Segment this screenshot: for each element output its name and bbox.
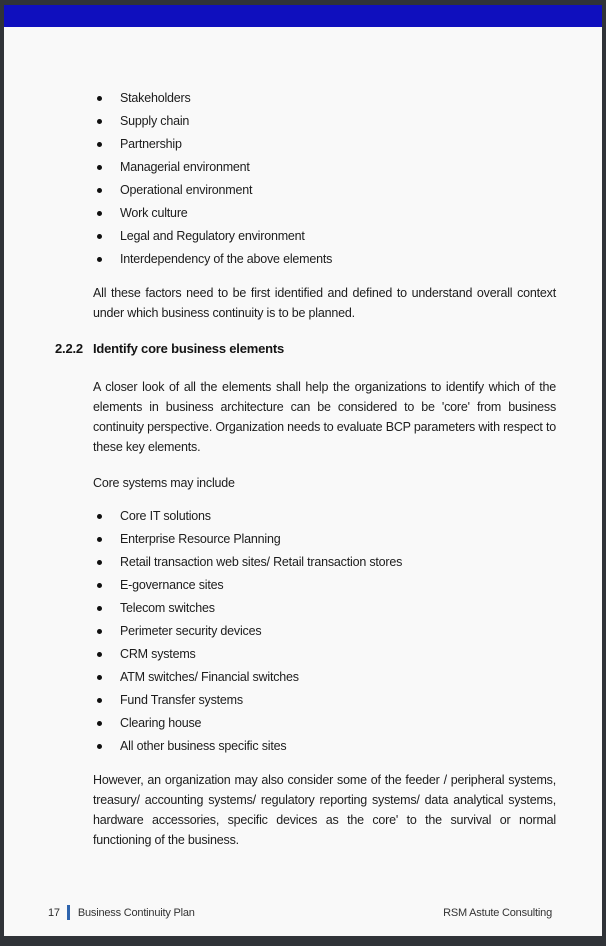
bullet-icon [97, 119, 102, 124]
bullet-icon [97, 514, 102, 519]
page-number: 17 [48, 906, 60, 919]
list-item-label: Managerial environment [120, 160, 250, 174]
list-item-label: Core IT solutions [120, 509, 211, 523]
paragraph-peripheral-systems: However, an organization may also consider some of the feeder / peripheral systems, treasury/ accounting systems/ regulatory reporting systems/ data analytical systems, hardware accessories, specific devices as the core' to the survival or normal functioning of the business. [93, 773, 556, 847]
page-content [4, 87, 602, 850]
bullet-icon [97, 165, 102, 170]
list-item [93, 87, 556, 110]
page-footer [4, 905, 602, 920]
list-item [93, 597, 556, 620]
list-item [93, 156, 556, 179]
list-item-label: Work culture [120, 206, 188, 220]
paragraph-context-summary: All these factors need to be first identified and defined to understand overall context under which business continuity is to be planned. [93, 286, 556, 320]
page-header-bar [4, 5, 602, 27]
list-item-label: Clearing house [120, 716, 202, 730]
bullet-icon [97, 675, 102, 680]
list-item [93, 620, 556, 643]
bullet-icon [97, 257, 102, 262]
bullet-icon [97, 211, 102, 216]
list-item-label: All other business specific sites [120, 739, 287, 753]
list-item-label: ATM switches/ Financial switches [120, 670, 299, 684]
list-item-label: Enterprise Resource Planning [120, 532, 281, 546]
list-item [93, 179, 556, 202]
list-item-label: Interdependency of the above elements [120, 252, 333, 266]
bullet-icon [97, 96, 102, 101]
list-item-label: Supply chain [120, 114, 190, 128]
bullet-icon [97, 560, 102, 565]
list-item [93, 689, 556, 712]
footer-separator-bar [67, 905, 70, 920]
list-item [93, 574, 556, 597]
list-item-label: Perimeter security devices [120, 624, 262, 638]
footer-document-title: Business Continuity Plan [77, 906, 195, 919]
list-item-label: CRM systems [120, 647, 196, 661]
bullet-icon [97, 234, 102, 239]
section-heading [55, 339, 556, 359]
list-item [93, 133, 556, 156]
list-item [93, 666, 556, 689]
list-item [93, 643, 556, 666]
footer-left [48, 905, 195, 920]
core-systems-bullet-list [93, 505, 556, 758]
list-item-label: Legal and Regulatory environment [120, 229, 305, 243]
list-item [93, 528, 556, 551]
list-item-label: Partnership [120, 137, 182, 151]
paragraph-core-elements: A closer look of all the elements shall help the organizations to identify which of the elements in business architecture can be considered to be 'core' from business continuity perspective. Organization needs to evaluate BCP parameters with respect to these key elements. [93, 380, 556, 454]
list-item [93, 551, 556, 574]
list-item [93, 712, 556, 735]
bullet-icon [97, 583, 102, 588]
section-number: 2.2.2 [55, 341, 83, 356]
bullet-icon [97, 629, 102, 634]
business-context-bullet-list [93, 87, 556, 271]
list-item-label: Stakeholders [120, 91, 191, 105]
section-title: Identify core business elements [93, 341, 285, 356]
document-page [4, 5, 602, 936]
list-item [93, 248, 556, 271]
list-item-label: Fund Transfer systems [120, 693, 243, 707]
bullet-icon [97, 744, 102, 749]
core-systems-lead-line: Core systems may include [93, 476, 235, 490]
list-item [93, 110, 556, 133]
footer-company-name: RSM Astute Consulting [443, 906, 552, 919]
list-item-label: Operational environment [120, 183, 253, 197]
list-item-label: Retail transaction web sites/ Retail transaction stores [120, 555, 403, 569]
bullet-icon [97, 652, 102, 657]
bullet-icon [97, 721, 102, 726]
bullet-icon [97, 142, 102, 147]
list-item [93, 225, 556, 248]
list-item [93, 735, 556, 758]
list-item-label: Telecom switches [120, 601, 215, 615]
bullet-icon [97, 188, 102, 193]
list-item [93, 202, 556, 225]
list-item [93, 505, 556, 528]
bullet-icon [97, 698, 102, 703]
bullet-icon [97, 606, 102, 611]
list-item-label: E-governance sites [120, 578, 224, 592]
bullet-icon [97, 537, 102, 542]
